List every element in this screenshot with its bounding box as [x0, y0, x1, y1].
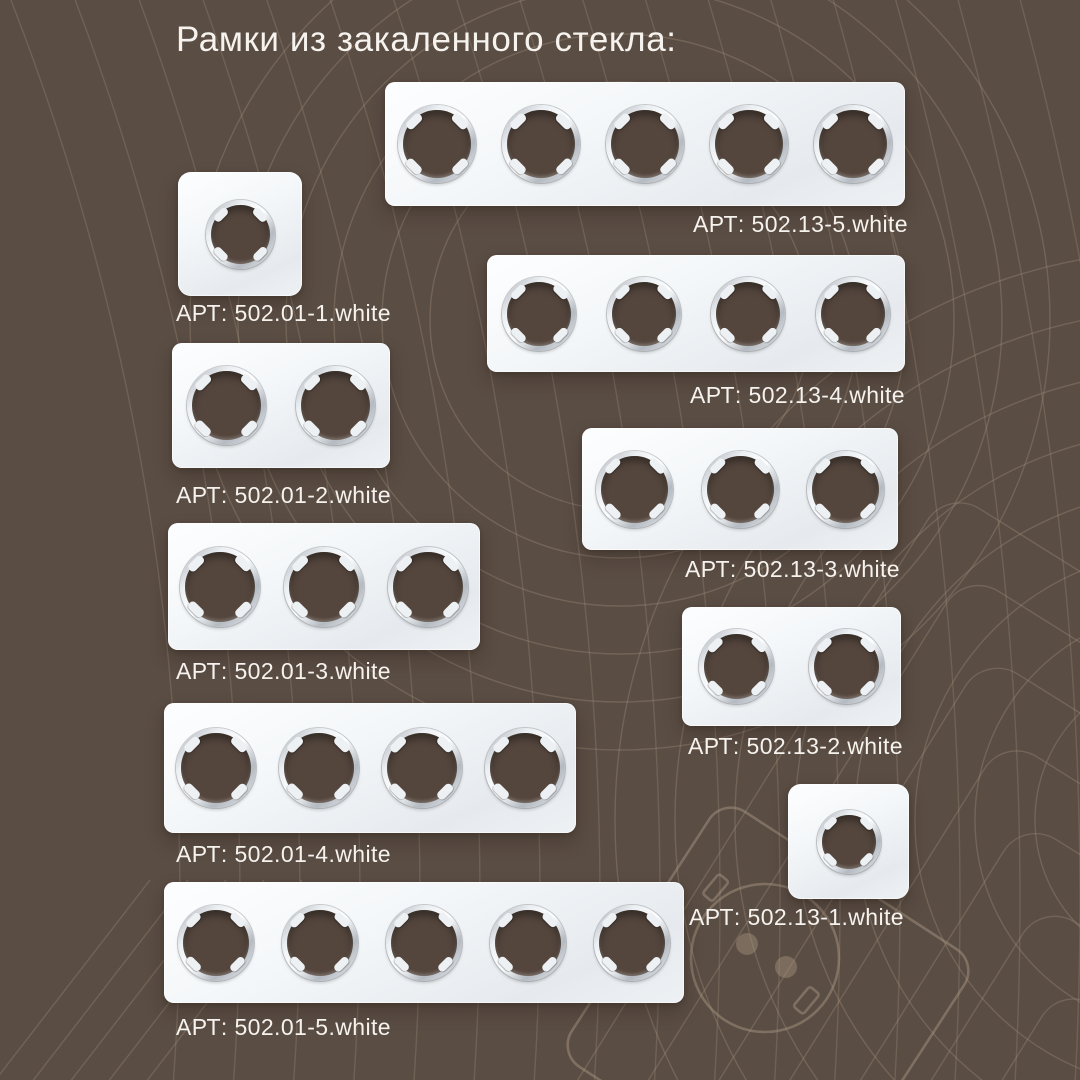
- mounting-claw: [656, 283, 674, 301]
- socket-cutout: [502, 277, 576, 351]
- mounting-claw: [859, 636, 877, 654]
- socket-cutout: [176, 728, 256, 808]
- mounting-claw: [552, 326, 570, 344]
- glass-frame-3g: [168, 523, 480, 650]
- mounting-claw: [349, 419, 368, 438]
- mounting-claw: [393, 911, 411, 929]
- mounting-claw: [437, 911, 455, 929]
- socket-cutout: [710, 105, 788, 183]
- article-label: АРТ: 502.01-3.white: [176, 658, 391, 684]
- mounting-claw: [183, 735, 202, 754]
- mounting-claw: [435, 782, 454, 801]
- socket-cutout: [807, 451, 884, 528]
- mounting-claw: [240, 419, 259, 438]
- mounting-claw: [865, 326, 883, 344]
- glass-frame-1g: [178, 172, 302, 296]
- mounting-claw: [648, 457, 667, 476]
- cutout-opening: [301, 371, 370, 440]
- mounting-claw: [708, 457, 727, 476]
- cutout-opening: [289, 552, 359, 622]
- mounting-claw: [492, 782, 511, 801]
- mounting-claw: [823, 283, 841, 301]
- mounting-claw: [645, 955, 663, 973]
- glass-frame-2g: [682, 607, 901, 726]
- cutout-opening: [601, 456, 668, 523]
- mounting-claw: [761, 283, 779, 301]
- article-label: АРТ: 502.01-5.white: [176, 1014, 391, 1040]
- socket-cutout: [702, 451, 779, 528]
- article-label: АРТ: 502.01-4.white: [176, 841, 391, 867]
- socket-cutout: [816, 277, 890, 351]
- mounting-claw: [603, 457, 622, 476]
- article-label: АРТ: 502.13-4.white: [690, 382, 905, 408]
- mounting-claw: [718, 283, 736, 301]
- cutout-opening: [704, 634, 769, 699]
- mounting-claw: [437, 955, 455, 973]
- mounting-claw: [858, 851, 873, 866]
- socket-cutout: [282, 905, 358, 981]
- mounting-claw: [601, 911, 619, 929]
- cutout-opening: [611, 110, 679, 178]
- article-label: АРТ: 502.13-5.white: [693, 211, 908, 237]
- mounting-claw: [753, 502, 772, 521]
- cutout-opening: [284, 733, 354, 803]
- socket-cutout: [817, 810, 881, 874]
- mounting-claw: [289, 911, 307, 929]
- mounting-claw: [538, 735, 557, 754]
- socket-cutout: [284, 547, 364, 627]
- mounting-claw: [814, 502, 833, 521]
- mounting-claw: [866, 112, 885, 131]
- cutout-opening: [612, 282, 676, 346]
- article-label: АРТ: 502.13-3.white: [685, 556, 900, 582]
- mounting-claw: [450, 112, 469, 131]
- mounting-claw: [601, 955, 619, 973]
- mounting-claw: [706, 636, 724, 654]
- cutout-opening: [707, 456, 774, 523]
- socket-cutout: [386, 905, 462, 981]
- socket-cutout: [607, 277, 681, 351]
- mounting-claw: [614, 326, 632, 344]
- cutout-opening: [819, 110, 887, 178]
- cutout-opening: [814, 634, 879, 699]
- mounting-claw: [541, 955, 559, 973]
- mounting-claw: [251, 245, 268, 262]
- mounting-claw: [442, 554, 461, 573]
- mounting-claw: [229, 955, 247, 973]
- mounting-claw: [393, 955, 411, 973]
- mounting-claw: [212, 245, 229, 262]
- socket-cutout: [594, 905, 670, 981]
- cutout-opening: [821, 282, 885, 346]
- socket-cutout: [596, 451, 673, 528]
- mounting-claw: [509, 326, 527, 344]
- socket-cutout: [502, 105, 580, 183]
- socket-cutout: [178, 905, 254, 981]
- mounting-claw: [509, 157, 528, 176]
- mounting-claw: [823, 851, 838, 866]
- mounting-claw: [858, 457, 877, 476]
- mounting-claw: [821, 157, 840, 176]
- mounting-claw: [858, 816, 873, 831]
- mounting-claw: [229, 782, 248, 801]
- cutout-opening: [387, 733, 457, 803]
- mounting-claw: [645, 911, 663, 929]
- socket-cutout: [490, 905, 566, 981]
- mounting-claw: [303, 419, 322, 438]
- cutout-opening: [715, 110, 783, 178]
- article-label: АРТ: 502.01-2.white: [176, 482, 391, 508]
- mounting-claw: [333, 955, 351, 973]
- mounting-claw: [289, 955, 307, 973]
- socket-cutout: [388, 547, 468, 627]
- mounting-claw: [240, 373, 259, 392]
- mounting-claw: [405, 157, 424, 176]
- glass-frame-5g: [164, 882, 684, 1003]
- mounting-claw: [332, 735, 351, 754]
- mounting-claw: [497, 911, 515, 929]
- mounting-claw: [194, 419, 213, 438]
- mounting-claw: [552, 283, 570, 301]
- socket-cutout: [606, 105, 684, 183]
- glass-frame-4g: [487, 255, 905, 372]
- article-label: АРТ: 502.13-1.white: [689, 904, 904, 930]
- mounting-claw: [554, 112, 573, 131]
- mounting-claw: [658, 112, 677, 131]
- cutout-opening: [183, 910, 249, 976]
- mounting-claw: [814, 457, 833, 476]
- mounting-claw: [229, 735, 248, 754]
- mounting-claw: [613, 157, 632, 176]
- cutout-opening: [192, 371, 261, 440]
- mounting-claw: [185, 911, 203, 929]
- mounting-claw: [708, 502, 727, 521]
- mounting-claw: [749, 679, 767, 697]
- socket-cutout: [296, 366, 375, 445]
- mounting-claw: [286, 735, 305, 754]
- mounting-claw: [183, 782, 202, 801]
- mounting-claw: [658, 157, 677, 176]
- cutout-opening: [391, 910, 457, 976]
- mounting-claw: [349, 373, 368, 392]
- mounting-claw: [395, 600, 414, 619]
- mounting-claw: [753, 457, 772, 476]
- mounting-claw: [541, 911, 559, 929]
- socket-cutout: [711, 277, 785, 351]
- mounting-claw: [333, 911, 351, 929]
- mounting-claw: [717, 112, 736, 131]
- mounting-claw: [762, 112, 781, 131]
- socket-cutout: [180, 547, 260, 627]
- mounting-claw: [749, 636, 767, 654]
- mounting-claw: [866, 157, 885, 176]
- mounting-claw: [395, 554, 414, 573]
- mounting-claw: [509, 283, 527, 301]
- mounting-claw: [286, 782, 305, 801]
- article-label: АРТ: 502.13-2.white: [688, 733, 903, 759]
- cutout-opening: [507, 110, 575, 178]
- cutout-opening: [812, 456, 879, 523]
- mounting-claw: [234, 600, 253, 619]
- mounting-claw: [212, 206, 229, 223]
- mounting-claw: [229, 911, 247, 929]
- socket-cutout: [699, 629, 774, 704]
- mounting-claw: [185, 955, 203, 973]
- mounting-claw: [823, 326, 841, 344]
- mounting-claw: [717, 157, 736, 176]
- mounting-claw: [194, 373, 213, 392]
- cutout-opening: [822, 815, 876, 869]
- glass-frame-3g: [582, 428, 898, 550]
- mounting-claw: [291, 554, 310, 573]
- cutout-opening: [495, 910, 561, 976]
- cutout-opening: [287, 910, 353, 976]
- mounting-claw: [656, 326, 674, 344]
- mounting-claw: [450, 157, 469, 176]
- mounting-claw: [613, 112, 632, 131]
- mounting-claw: [187, 554, 206, 573]
- mounting-claw: [509, 112, 528, 131]
- mounting-claw: [614, 283, 632, 301]
- cutout-opening: [716, 282, 780, 346]
- mounting-claw: [648, 502, 667, 521]
- mounting-claw: [865, 283, 883, 301]
- mounting-claw: [718, 326, 736, 344]
- socket-cutout: [809, 629, 884, 704]
- glass-frame-1g: [788, 784, 909, 899]
- mounting-claw: [187, 600, 206, 619]
- socket-cutout: [382, 728, 462, 808]
- glass-frame-2g: [172, 343, 390, 468]
- mounting-claw: [706, 679, 724, 697]
- page-title: Рамки из закаленного стекла:: [176, 20, 677, 59]
- mounting-claw: [821, 112, 840, 131]
- mounting-claw: [603, 502, 622, 521]
- glass-frame-4g: [164, 703, 576, 833]
- mounting-claw: [816, 636, 834, 654]
- socket-cutout: [187, 366, 266, 445]
- cutout-opening: [211, 205, 270, 264]
- mounting-claw: [554, 157, 573, 176]
- mounting-claw: [291, 600, 310, 619]
- mounting-claw: [823, 816, 838, 831]
- mounting-claw: [859, 679, 877, 697]
- mounting-claw: [251, 206, 268, 223]
- mounting-claw: [538, 782, 557, 801]
- mounting-claw: [332, 782, 351, 801]
- cutout-opening: [393, 552, 463, 622]
- cutout-opening: [181, 733, 251, 803]
- mounting-claw: [405, 112, 424, 131]
- mounting-claw: [234, 554, 253, 573]
- socket-cutout: [814, 105, 892, 183]
- socket-cutout: [279, 728, 359, 808]
- mounting-claw: [492, 735, 511, 754]
- mounting-claw: [442, 600, 461, 619]
- cutout-opening: [507, 282, 571, 346]
- mounting-claw: [338, 600, 357, 619]
- article-label: АРТ: 502.01-1.white: [176, 300, 391, 326]
- mounting-claw: [816, 679, 834, 697]
- socket-cutout: [398, 105, 476, 183]
- socket-cutout: [206, 200, 275, 269]
- glass-frame-5g: [385, 82, 905, 206]
- cutout-opening: [599, 910, 665, 976]
- cutout-opening: [490, 733, 560, 803]
- mounting-claw: [762, 157, 781, 176]
- mounting-claw: [389, 782, 408, 801]
- mounting-claw: [389, 735, 408, 754]
- mounting-claw: [761, 326, 779, 344]
- mounting-claw: [497, 955, 515, 973]
- mounting-claw: [858, 502, 877, 521]
- mounting-claw: [435, 735, 454, 754]
- mounting-claw: [303, 373, 322, 392]
- cutout-opening: [185, 552, 255, 622]
- socket-cutout: [485, 728, 565, 808]
- cutout-opening: [403, 110, 471, 178]
- mounting-claw: [338, 554, 357, 573]
